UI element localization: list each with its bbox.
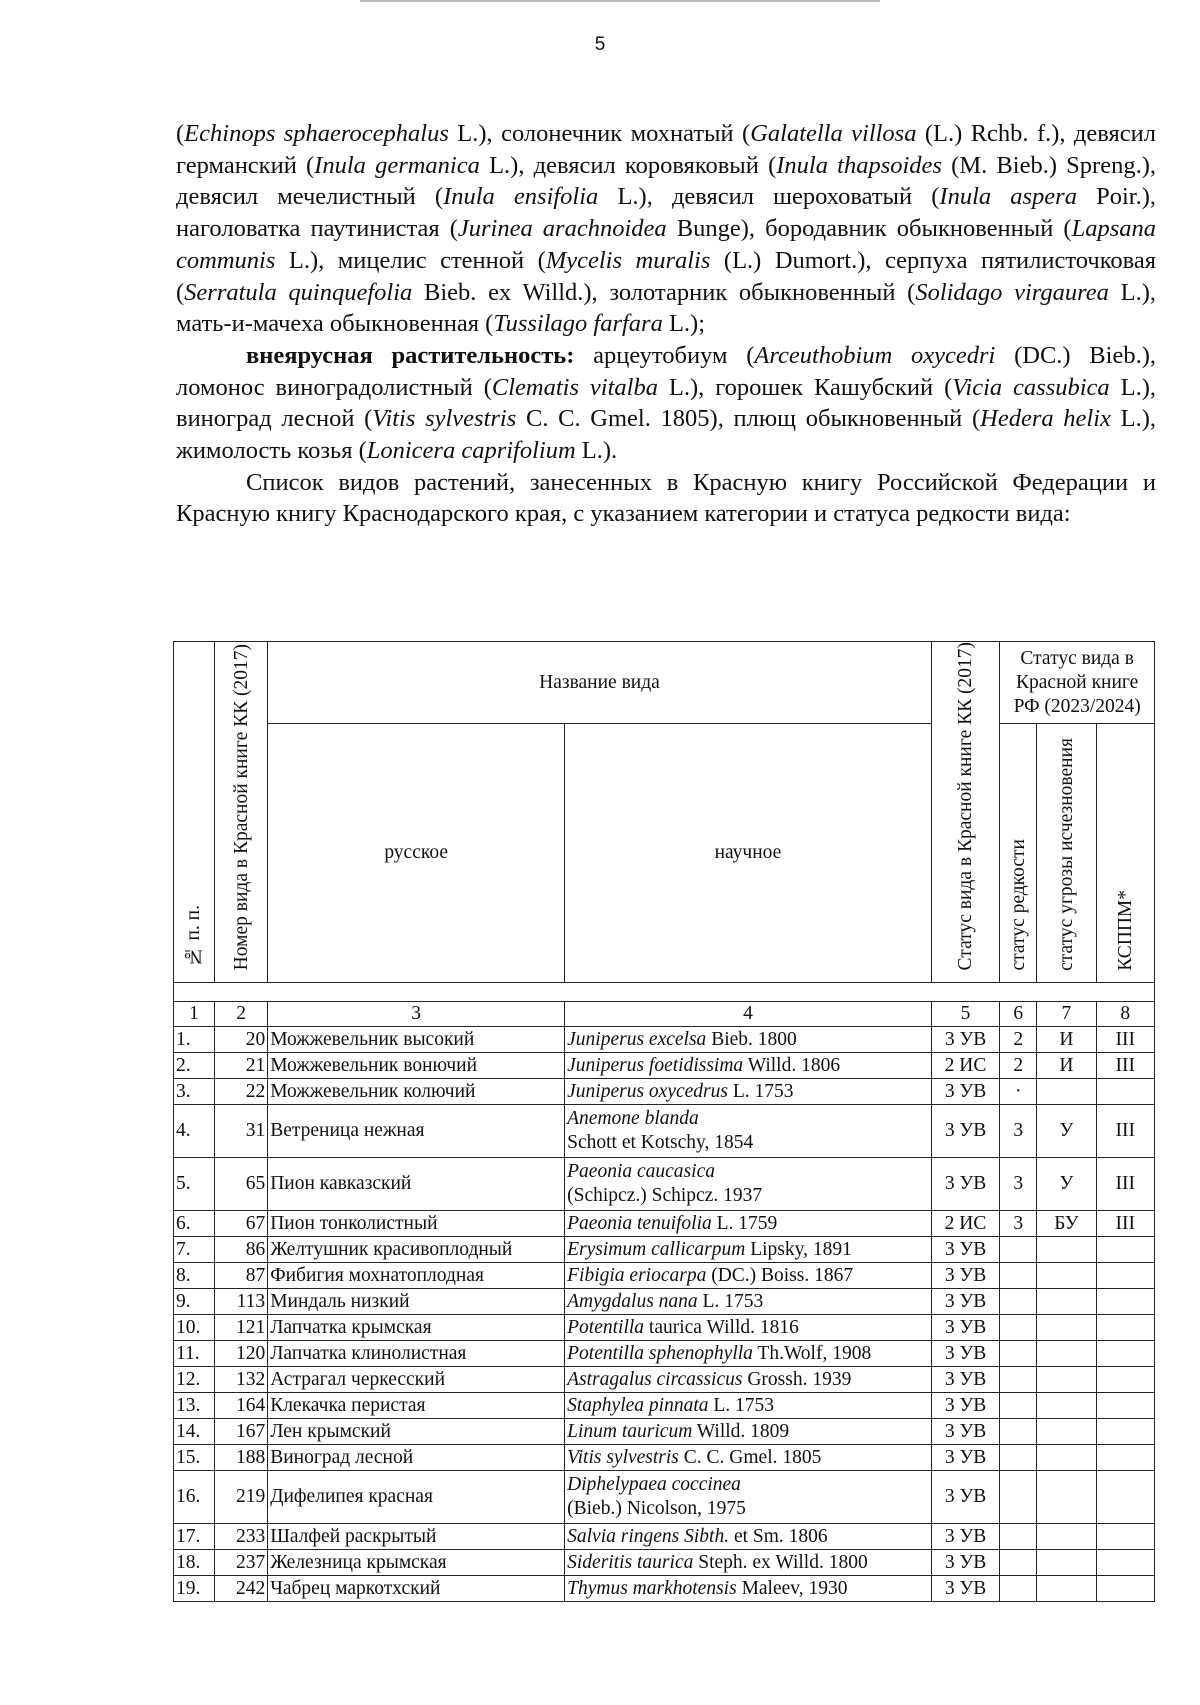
row-number: 15. [174,1445,215,1471]
kspm-status [1096,1341,1154,1367]
author-citation: C. C. Gmel. 1805 [678,1446,822,1468]
threat-status [1037,1445,1096,1471]
kk-number: 132 [214,1367,267,1393]
kspm-status [1096,1237,1154,1263]
table-row [174,1289,1155,1315]
author-citation: Maleev, 1930 [736,1577,848,1599]
rarity-status [1000,1341,1037,1367]
kk-status: 3 УВ [931,1027,1000,1053]
threat-status: И [1037,1053,1096,1079]
rarity-status [1000,1237,1037,1263]
row-number: 4. [174,1105,215,1158]
threat-status [1037,1550,1096,1576]
rarity-status [1000,1289,1037,1315]
kk-status: 3 УВ [931,1079,1000,1105]
kk-status: 3 УВ [931,1367,1000,1393]
author-citation: taurica Willd. 1816 [644,1316,799,1338]
threat-status [1037,1367,1096,1393]
threat-status [1037,1289,1096,1315]
table-row [174,1576,1155,1602]
header-kk-status: Статус вида в Красной книге КК (2017) [931,642,1000,983]
scan-top-edge [360,0,880,2]
russian-name: Чабрец маркотхский [268,1576,565,1602]
rarity-status: 2 [1000,1053,1037,1079]
author-citation: (Schipcz.) Schipcz. 1937 [567,1185,763,1207]
row-number: 10. [174,1315,215,1341]
table-row [174,1237,1155,1263]
russian-name: Фибигия мохнатоплодная [268,1263,565,1289]
scientific-name [565,1289,932,1315]
body-text [176,118,1156,530]
table-row [174,1027,1155,1053]
row-number: 3. [174,1079,215,1105]
row-number: 12. [174,1367,215,1393]
kk-status: 3 УВ [931,1315,1000,1341]
threat-status [1037,1263,1096,1289]
author-citation: Th.Wolf, 1908 [752,1342,872,1364]
latin-binomial: Fibigia eriocarpa [567,1264,707,1286]
kk-number: 31 [214,1105,267,1158]
scientific-name [565,1315,932,1341]
scientific-name [565,1524,932,1550]
table-row [174,1341,1155,1367]
kk-status: 3 УВ [931,1550,1000,1576]
row-number: 16. [174,1471,215,1524]
scientific-name [565,1237,932,1263]
russian-name: Клекачка перистая [268,1393,565,1419]
author-citation: L. 1753 [727,1080,794,1102]
column-number: 7 [1037,1002,1096,1027]
kk-status: 2 ИС [931,1211,1000,1237]
kk-status: 3 УВ [931,1105,1000,1158]
latin-binomial: Diphelypaea coccinea [567,1474,741,1496]
table-row [174,1315,1155,1341]
header-kk-id: Номер вида в Красной книге КК (2017) [214,642,267,983]
table-row [174,1158,1155,1211]
kspm-status: III [1096,1158,1154,1211]
kspm-status: III [1096,1027,1154,1053]
scientific-name [565,1367,932,1393]
kspm-status: III [1096,1211,1154,1237]
kk-status: 3 УВ [931,1289,1000,1315]
column-number: 8 [1096,1002,1154,1027]
header-scientific: научное [565,724,932,983]
russian-name: Дифелипея красная [268,1471,565,1524]
scientific-name [565,1445,932,1471]
table-row [174,1445,1155,1471]
rarity-status [1000,1419,1037,1445]
kspm-status [1096,1524,1154,1550]
paragraph-extra-layer-vegetation: внеярусная растительность: арцеутобиум (Arceuthobium oxycedri (DC.) Bieb.), ломонос виноградолистный (Clematis vitalba L.), горошек Кашубский (Vicia cassubica L.), виноград лесной (Vitis sylvestris C. C. Gmel. 1805), плющ обыкновенный (Hedera helix L.), жимолость козья (Lonicera caprifolium L.). [176,341,1156,465]
russian-name: Лен крымский [268,1419,565,1445]
kspm-status [1096,1263,1154,1289]
row-number: 7. [174,1237,215,1263]
kk-number: 20 [214,1027,267,1053]
author-citation: Steph. ex Willd. 1800 [693,1551,868,1573]
scientific-name [565,1027,932,1053]
kspm-status [1096,1289,1154,1315]
threat-status: У [1037,1158,1096,1211]
latin-binomial: Juniperus oxycedrus [567,1080,728,1102]
scientific-name [565,1053,932,1079]
kk-status: 3 УВ [931,1158,1000,1211]
rarity-status [1000,1367,1037,1393]
kk-status: 2 ИС [931,1053,1000,1079]
latin-binomial: Erysimum callicarpum [567,1238,746,1260]
author-citation: Bieb. 1800 [706,1028,797,1050]
kk-number: 242 [214,1576,267,1602]
latin-binomial: Juniperus excelsa [567,1028,707,1050]
rarity-status: 3 [1000,1158,1037,1211]
scientific-name [565,1341,932,1367]
rarity-status [1000,1445,1037,1471]
rarity-status [1000,1550,1037,1576]
table-row [174,1393,1155,1419]
latin-binomial: Thymus markhotensis [567,1577,737,1599]
latin-binomial: Staphylea pinnata [567,1394,709,1416]
kk-status: 3 УВ [931,1237,1000,1263]
threat-status [1037,1315,1096,1341]
russian-name: Можжевельник вонючий [268,1053,565,1079]
row-number: 9. [174,1289,215,1315]
kk-number: 113 [214,1289,267,1315]
kspm-status: III [1096,1105,1154,1158]
latin-binomial: Linum tauricum [567,1420,693,1442]
rarity-status [1000,1315,1037,1341]
row-number: 8. [174,1263,215,1289]
column-number: 5 [931,1002,1000,1027]
header-threat: статус угрозы исчезновения [1037,724,1096,983]
latin-binomial: Paeonia tenuifolia [567,1212,712,1234]
russian-name: Лапчатка клинолистная [268,1341,565,1367]
threat-status: БУ [1037,1211,1096,1237]
scientific-name [565,1550,932,1576]
rarity-status: 2 [1000,1027,1037,1053]
author-citation: Schott et Kotschy, 1854 [567,1132,754,1154]
threat-status [1037,1419,1096,1445]
russian-name: Астрагал черкесский [268,1367,565,1393]
kk-number: 121 [214,1315,267,1341]
threat-status [1037,1079,1096,1105]
row-number: 5. [174,1158,215,1211]
scientific-name [565,1471,932,1524]
row-number: 1. [174,1027,215,1053]
threat-status [1037,1576,1096,1602]
kk-number: 219 [214,1471,267,1524]
author-citation: Willd. 1806 [743,1054,841,1076]
rarity-status: · [1000,1079,1037,1105]
author-citation: L. 1753 [708,1394,775,1416]
kspm-status [1096,1419,1154,1445]
kk-status: 3 УВ [931,1393,1000,1419]
header-russian: русское [268,724,565,983]
table-row [174,1550,1155,1576]
scientific-name [565,1211,932,1237]
latin-binomial: Anemone blanda [567,1108,699,1130]
russian-name: Ветреница нежная [268,1105,565,1158]
threat-status: И [1037,1027,1096,1053]
header-rarity: статус редкости [1000,724,1037,983]
latin-binomial: Potentilla sphenophylla [567,1342,753,1364]
scientific-name [565,1105,932,1158]
page-number: 5 [594,34,606,55]
rarity-status: 3 [1000,1211,1037,1237]
table-row [174,1211,1155,1237]
row-number: 13. [174,1393,215,1419]
kspm-status [1096,1079,1154,1105]
author-citation: L. 1759 [711,1212,778,1234]
row-number: 14. [174,1419,215,1445]
latin-binomial: Amygdalus nana [567,1290,698,1312]
rarity-status [1000,1393,1037,1419]
row-number: 11. [174,1341,215,1367]
column-number: 2 [214,1002,267,1027]
kk-status: 3 УВ [931,1471,1000,1524]
latin-binomial: Astragalus circassicus [567,1368,743,1390]
column-number: 1 [174,1002,215,1027]
latin-binomial: Sideritis taurica [567,1551,694,1573]
rarity-status [1000,1471,1037,1524]
kspm-status [1096,1367,1154,1393]
kk-number: 22 [214,1079,267,1105]
table-row [174,1419,1155,1445]
rarity-status: 3 [1000,1105,1037,1158]
latin-binomial: Vitis sylvestris [567,1446,679,1468]
latin-binomial: Paeonia caucasica [567,1161,715,1183]
kk-number: 21 [214,1053,267,1079]
header-rf-status: Статус вида в Красной книге РФ (2023/2024) [1000,642,1155,724]
table-row [174,1053,1155,1079]
scientific-name [565,1419,932,1445]
kk-number: 65 [214,1158,267,1211]
paragraph-table-intro: Список видов растений, занесенных в Красную книгу Российской Федерации и Красную книгу Краснодарского края, с указанием категории и статуса редкости вида: [176,468,1156,528]
kk-status: 3 УВ [931,1576,1000,1602]
species-rows [174,1027,1155,1602]
threat-status [1037,1524,1096,1550]
section-heading: внеярусная растительность: [246,341,575,369]
table-row [174,1079,1155,1105]
kk-status: 3 УВ [931,1419,1000,1445]
scientific-name [565,1576,932,1602]
kspm-status [1096,1445,1154,1471]
scientific-name [565,1079,932,1105]
russian-name: Миндаль низкий [268,1289,565,1315]
column-number: 3 [268,1002,565,1027]
russian-name: Лапчатка крымская [268,1315,565,1341]
header-species-name: Название вида [268,642,932,724]
kspm-status [1096,1315,1154,1341]
russian-name: Можжевельник колючий [268,1079,565,1105]
rarity-status [1000,1263,1037,1289]
table-row [174,1524,1155,1550]
row-number: 17. [174,1524,215,1550]
row-number: 19. [174,1576,215,1602]
author-citation: Grossh. 1939 [742,1368,852,1390]
table-row [174,1367,1155,1393]
scientific-name [565,1158,932,1211]
kk-number: 86 [214,1237,267,1263]
kk-status: 3 УВ [931,1263,1000,1289]
table-row [174,1263,1155,1289]
russian-name: Виноград лесной [268,1445,565,1471]
scientific-name [565,1263,932,1289]
russian-name: Пион кавказский [268,1158,565,1211]
author-citation: L. 1753 [697,1290,764,1312]
kk-number: 233 [214,1524,267,1550]
row-number: 18. [174,1550,215,1576]
kk-number: 188 [214,1445,267,1471]
column-number: 6 [1000,1002,1037,1027]
kk-status: 3 УВ [931,1524,1000,1550]
red-book-species-table [173,641,1155,1602]
kk-number: 167 [214,1419,267,1445]
paragraph-asteraceae-list: (Echinops sphaerocephalus L.), солонечник мохнатый (Galatella villosa (L.) Rchb. f.), девясил германский (Inula germanica L.), девясил коровяковый (Inula thapsoides (M. Bieb.) Spreng.), девясил мечелистный (Inula ensifolia L.), девясил шероховатый (Inula aspera Poir.), наголоватка паутинистая (Jurinea arachnoidea Bunge), бородавник обыкновенный (Lapsana communis L.), мицелис стенной (Mycelis muralis (L.) Dumort.), серпуха пятилисточковая (Serratula quinquefolia Bieb. ex Willd.), золотарник обыкновенный (Solidago virgaurea L.), мать-и-мачеха обыкновенная (Tussilago farfara L.); [176,120,1157,338]
rarity-status [1000,1524,1037,1550]
kk-number: 237 [214,1550,267,1576]
kk-number: 87 [214,1263,267,1289]
column-number-row [174,1002,1155,1027]
threat-status [1037,1341,1096,1367]
kk-number: 67 [214,1211,267,1237]
scientific-name [565,1393,932,1419]
threat-status [1037,1471,1096,1524]
header-num: № п. п. [174,642,215,983]
threat-status [1037,1237,1096,1263]
header-kspm: КСППМ* [1096,724,1154,983]
row-number: 6. [174,1211,215,1237]
rarity-status [1000,1576,1037,1602]
latin-binomial: Salvia ringens Sibth. [567,1525,730,1547]
kspm-status [1096,1393,1154,1419]
table-row [174,1471,1155,1524]
kspm-status [1096,1471,1154,1524]
russian-name: Шалфей раскрытый [268,1524,565,1550]
threat-status: У [1037,1105,1096,1158]
row-number: 2. [174,1053,215,1079]
latin-binomial: Potentilla [567,1316,645,1338]
kk-status: 3 УВ [931,1341,1000,1367]
header-gap [174,983,1155,1002]
threat-status [1037,1393,1096,1419]
kspm-status [1096,1576,1154,1602]
author-citation: Willd. 1809 [692,1420,790,1442]
kk-number: 120 [214,1341,267,1367]
author-citation: Lipsky, 1891 [745,1238,852,1260]
russian-name: Железница крымская [268,1550,565,1576]
kk-number: 164 [214,1393,267,1419]
author-citation: et Sm. 1806 [729,1525,828,1547]
column-number: 4 [565,1002,932,1027]
russian-name: Желтушник красивоплодный [268,1237,565,1263]
latin-binomial: Juniperus foetidissima [567,1054,744,1076]
russian-name: Можжевельник высокий [268,1027,565,1053]
kspm-status [1096,1550,1154,1576]
author-citation: (Bieb.) Nicolson, 1975 [567,1498,746,1520]
kk-status: 3 УВ [931,1445,1000,1471]
kspm-status: III [1096,1053,1154,1079]
author-citation: (DC.) Boiss. 1867 [706,1264,854,1286]
russian-name: Пион тонколистный [268,1211,565,1237]
table-row [174,1105,1155,1158]
